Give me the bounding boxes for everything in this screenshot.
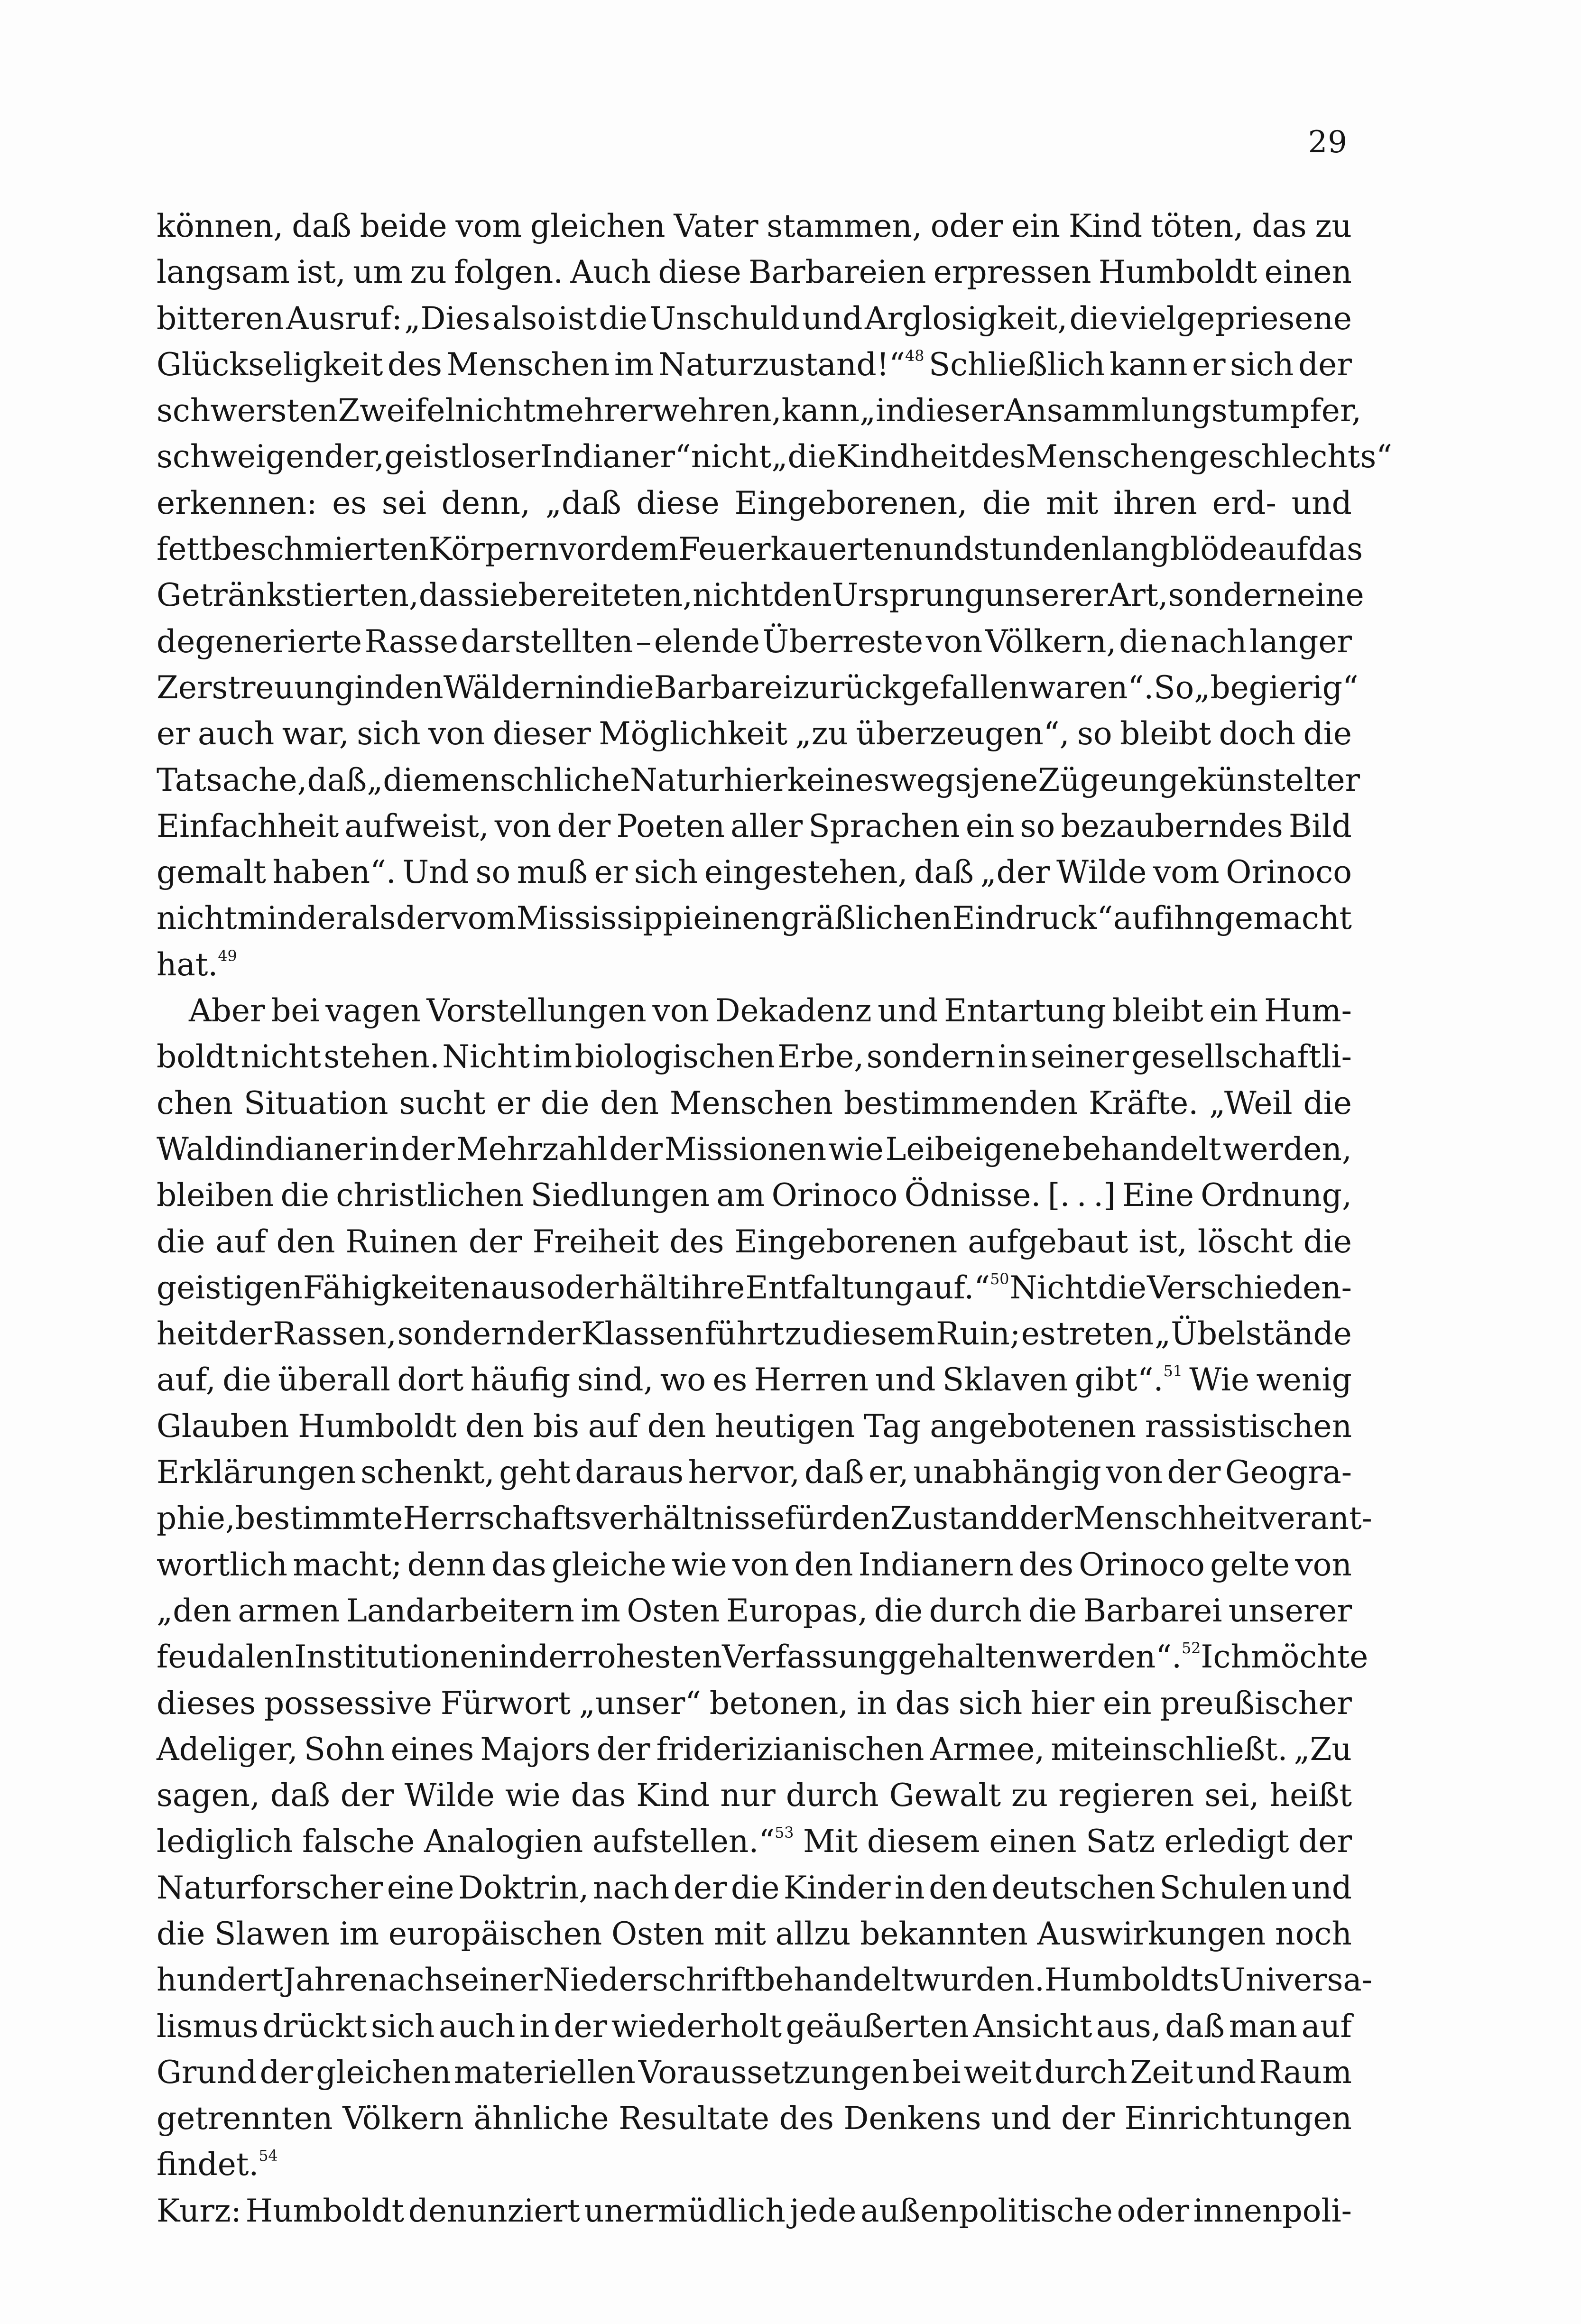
text-line: chen Situation sucht er die den Menschen bestimmenden Kräfte. „Weil die bbox=[157, 1084, 1352, 1121]
text-line: nicht minder als der vom Mississippi einen gräßlichen Eindruck“ auf ihn gemacht bbox=[157, 900, 1352, 937]
text-line: gemalt haben“. Und so muß er sich eingestehen, daß „der Wilde vom Orinoco bbox=[157, 854, 1352, 891]
text-line: bitteren Ausruf: „Dies also ist die Unschuld und Arglosigkeit, die vielgepriesene bbox=[157, 300, 1352, 337]
text-line: phie, bestimmte Herrschaftsverhältnisse für den Zustand der Menschheit verant- bbox=[157, 1500, 1372, 1537]
text-line: Kurz: Humboldt denunziert unermüdlich jede außenpolitische oder innenpoli- bbox=[157, 2192, 1352, 2229]
footnote-marker: 48 bbox=[905, 347, 925, 365]
text-line: lismus drückt sich auch in der wiederholt geäußerten Ansicht aus, daß man auf bbox=[157, 2008, 1352, 2045]
text-line: bleiben die christlichen Siedlungen am Orinoco Ödnisse. [. . .] Eine Ordnung, bbox=[157, 1177, 1352, 1214]
text-line: „den armen Landarbeitern im Osten Europas, die durch die Barbarei unserer bbox=[157, 1592, 1352, 1629]
text-line: hundert Jahre nach seiner Niederschrift behandelt wurden. Humboldts Universa- bbox=[157, 1962, 1373, 1999]
footnote-marker: 54 bbox=[259, 2148, 278, 2165]
text-line: heit der Rassen, sondern der Klassen führt zu diesem Ruin; es treten „Übelstände bbox=[157, 1315, 1352, 1352]
footnote-marker: 51 bbox=[1163, 1363, 1183, 1380]
page-number: 29 bbox=[1308, 125, 1348, 160]
footnote-marker: 49 bbox=[218, 947, 237, 965]
body-text bbox=[157, 203, 1392, 2234]
text-line: wortlich macht; denn das gleiche wie von den Indianern des Orinoco gelte von bbox=[157, 1546, 1352, 1583]
text-line: langsam ist, um zu folgen. Auch diese Barbareien erpressen Humboldt einen bbox=[157, 254, 1352, 291]
text-line: hat.$^{49}$ bbox=[157, 946, 237, 983]
text-line: Naturforscher eine Doktrin, nach der die Kinder in den deutschen Schulen und bbox=[157, 1869, 1352, 1906]
text-line: Zerstreuung in den Wäldern in die Barbarei zurückgefallen waren“. So „begierig“ bbox=[157, 669, 1359, 706]
text-line: Glückseligkeit des Menschen im Naturzustand!“$^{48}$ Schließlich kann er sich der bbox=[157, 346, 1352, 383]
text-line: boldt nicht stehen. Nicht im biologischen Erbe, sondern in seiner gesellschaftli- bbox=[157, 1038, 1352, 1075]
text-line: Getränk stierten, das sie bereiteten, nicht den Ursprung unserer Art, sondern eine bbox=[157, 577, 1364, 614]
text-line: sagen, daß der Wilde wie das Kind nur durch Gewalt zu regieren sei, heißt bbox=[157, 1777, 1352, 1814]
text-line: Einfachheit aufweist, von der Poeten aller Sprachen ein so bezauberndes Bild bbox=[157, 807, 1352, 844]
text-line: getrennten Völkern ähnliche Resultate des Denkens und der Einrichtungen bbox=[157, 2100, 1352, 2137]
text-line: degenerierte Rasse darstellten – elende Überreste von Völkern, die nach langer bbox=[157, 623, 1352, 660]
footnote-marker: 50 bbox=[990, 1270, 1009, 1288]
text-line: auf, die überall dort häufig sind, wo es Herren und Sklaven gibt“.$^{51}$ Wie wenig bbox=[157, 1361, 1352, 1398]
text-line: schweigender, geistloser Indianer“ nicht „die Kindheit des Menschengeschlechts“ bbox=[157, 438, 1392, 475]
text-line: Aber bei vagen Vorstellungen von Dekadenz und Entartung bleibt ein Hum- bbox=[189, 992, 1352, 1029]
text-line: die Slawen im europäischen Osten mit allzu bekannten Auswirkungen noch bbox=[157, 1915, 1352, 1952]
text-line: Glauben Humboldt den bis auf den heutigen Tag angebotenen rassistischen bbox=[157, 1407, 1352, 1444]
text-line: die auf den Ruinen der Freiheit des Eingeborenen aufgebaut ist, löscht die bbox=[157, 1223, 1352, 1260]
text-line: fettbeschmierten Körpern vor dem Feuer kauerten und stundenlang blöde auf das bbox=[157, 531, 1363, 568]
text-line: Erklärungen schenkt, geht daraus hervor, daß er, unabhängig von der Geogra- bbox=[157, 1454, 1352, 1491]
text-line: findet.$^{54}$ bbox=[157, 2146, 278, 2183]
text-line: er auch war, sich von dieser Möglichkeit „zu überzeugen“, so bleibt doch die bbox=[157, 715, 1352, 752]
text-line: erkennen: es sei denn, „daß diese Eingeborenen, die mit ihren erd- und bbox=[157, 484, 1352, 521]
text-line: schwersten Zweifel nicht mehr erwehren, kann „in dieser Ansammlung stumpfer, bbox=[157, 392, 1362, 429]
footnote-marker: 52 bbox=[1182, 1640, 1201, 1657]
text-line: können, daß beide vom gleichen Vater stammen, oder ein Kind töten, das zu bbox=[157, 208, 1352, 244]
text-line: Waldindianer in der Mehrzahl der Missionen wie Leibeigene behandelt werden, bbox=[157, 1130, 1352, 1167]
text-line: feudalen Institutionen in der rohesten Verfassung gehalten werden“.$^{52}$ Ich möchte bbox=[157, 1639, 1368, 1676]
text-line: dieses possessive Fürwort „unser“ betonen, in das sich hier ein preußischer bbox=[157, 1685, 1352, 1722]
text-line: Grund der gleichen materiellen Voraussetzungen bei weit durch Zeit und Raum bbox=[157, 2054, 1352, 2091]
footnote-marker: 53 bbox=[775, 1824, 794, 1842]
text-line: lediglich falsche Analogien aufstellen.“$^{53}$ Mit diesem einen Satz erledigt der bbox=[157, 1823, 1352, 1860]
text-line: geistigen Fähigkeiten aus oder hält ihre Entfaltung auf.“$^{50}$ Nicht die Verschieden- bbox=[157, 1269, 1352, 1306]
text-line: Tatsache, daß „die menschliche Natur hier keineswegs jene Züge ungekünstelter bbox=[157, 761, 1360, 798]
text-line: Adeliger, Sohn eines Majors der friderizianischen Armee, miteinschließt. „Zu bbox=[157, 1731, 1352, 1768]
